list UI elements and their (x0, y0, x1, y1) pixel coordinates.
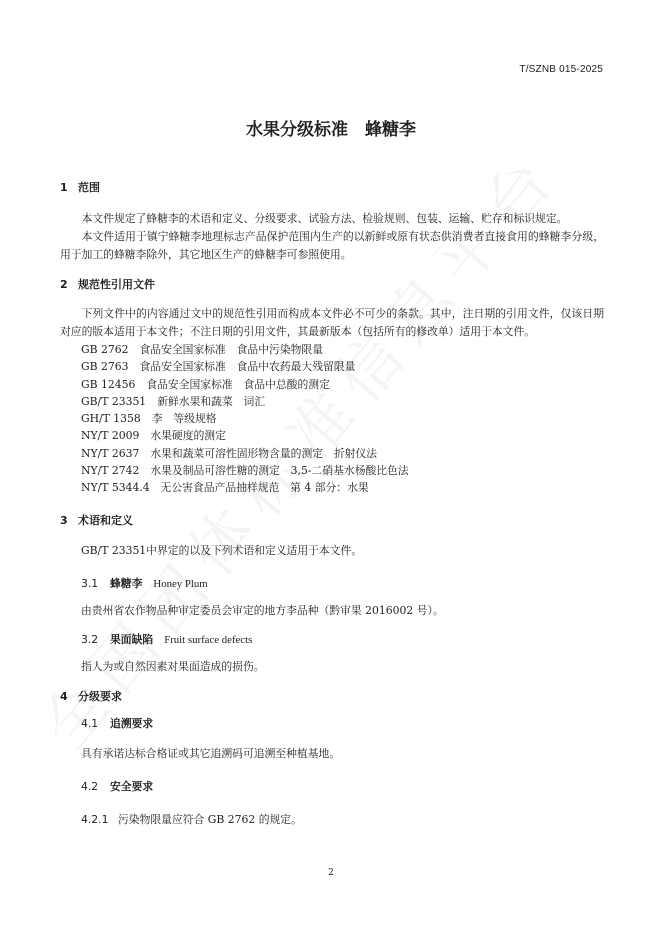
clause-text: 污染物限量应符合 GB 2762 的规定。 (118, 813, 302, 826)
subsection-title: 安全要求 (110, 780, 154, 793)
reference-title: 李 等级规格 (151, 412, 217, 426)
reference-code: NY/T 2637 (81, 446, 140, 460)
reference-title: 食品安全国家标准 食品中总酸的测定 (146, 377, 330, 391)
reference-code: NY/T 2009 (81, 429, 140, 443)
section-1-paragraph-2: 本文件适用于镇宁蜂糖李地理标志产品保护范围内生产的以新鲜或原有状态供消费者直接食用的蜂糖李分级，用于加工的蜂糖李除外，其它地区生产的蜂糖李可参照使用。 (60, 230, 604, 261)
section-number: 2 (60, 278, 68, 291)
section-number: 4 (60, 690, 68, 703)
reference-item (81, 341, 604, 358)
page-title: 水果分级标准 蜂糖李 (246, 120, 416, 140)
subsection-4-1-text: 具有承诺达标合格证或其它追溯码可追溯至种植基地。 (81, 747, 341, 760)
reference-item (81, 358, 604, 375)
reference-code: NY/T 2742 (81, 464, 140, 478)
clause-4-2-1 (81, 811, 604, 829)
reference-title: 水果及制品可溶性糖的测定 3,5-二硝基水杨酸比色法 (150, 464, 409, 478)
section-title: 规范性引用文件 (78, 278, 155, 291)
section-1-paragraph-1: 本文件规定了蜂糖李的术语和定义、分级要求、试验方法、检验规则、包装、运输、贮存和标识规定。 (81, 212, 568, 225)
reference-code: GB/T 23351 (81, 394, 147, 408)
reference-title: 新鲜水果和蔬菜 词汇 (157, 394, 266, 408)
term-3-1-definition: 由贵州省农作物品种审定委员会审定的地方李品种（黔审果 2016002 号）。 (81, 604, 444, 617)
reference-item (81, 410, 604, 427)
section-3-heading (60, 512, 133, 530)
subsection-4-2-heading (81, 778, 153, 796)
reference-title: 食品安全国家标准 食品中污染物限量 (139, 343, 324, 356)
section-4-heading (60, 688, 122, 706)
section-2-heading (60, 276, 155, 294)
term-english: Fruit surface defects (164, 634, 253, 646)
section-number: 1 (60, 181, 68, 194)
reference-code: GH/T 1358 (81, 412, 141, 426)
reference-item (81, 376, 604, 393)
section-2-intro: 下列文件中的内容通过文中的规范性引用而构成本文件必不可少的条款。其中，注日期的引用文件，仅该日期对应的版本适用于本文件；不注日期的引用文件，其最新版本（包括所有的修改单）适用于本文件。 (60, 307, 604, 338)
term-chinese: 蜂糖李 (110, 577, 143, 590)
reference-code: GB 2762 (81, 343, 129, 356)
reference-item (81, 445, 604, 462)
term-3-1-heading (81, 575, 208, 593)
reference-code: NY/T 5344.4 (81, 481, 150, 495)
section-title: 分级要求 (78, 690, 122, 703)
document-number: T/SZNB 015-2025 (519, 64, 603, 75)
section-title: 范围 (78, 181, 100, 194)
section-1-heading (60, 179, 100, 197)
section-3-intro: GB/T 23351中界定的以及下列术语和定义适用于本文件。 (81, 544, 363, 557)
reference-code: GB 2763 (81, 360, 129, 374)
reference-title: 食品安全国家标准 食品中农药最大残留限量 (139, 360, 356, 374)
reference-item (81, 393, 604, 410)
reference-item (81, 479, 604, 496)
reference-title: 水果和蔬菜可溶性固形物含量的测定 折射仪法 (150, 446, 378, 460)
reference-item (81, 462, 604, 479)
reference-code: GB 12456 (81, 377, 136, 391)
term-number: 3.2 (81, 633, 99, 646)
term-3-2-heading (81, 631, 252, 649)
page-number: 2 (328, 868, 334, 878)
subsection-title: 追溯要求 (110, 717, 154, 730)
term-english: Honey Plum (153, 578, 208, 590)
section-title: 术语和定义 (78, 514, 133, 527)
clause-number: 4.2.1 (81, 813, 109, 826)
reference-list (81, 341, 604, 497)
reference-title: 无公害食品产品抽样规范 第 4 部分：水果 (160, 481, 369, 495)
section-number: 3 (60, 514, 68, 527)
reference-title: 水果硬度的测定 (150, 429, 226, 443)
reference-item (81, 427, 604, 444)
subsection-4-1-heading (81, 715, 153, 733)
subsection-number: 4.1 (81, 717, 99, 730)
subsection-number: 4.2 (81, 780, 99, 793)
term-3-2-definition: 指人为或自然因素对果面造成的损伤。 (81, 660, 265, 673)
term-number: 3.1 (81, 577, 99, 590)
term-chinese: 果面缺陷 (110, 633, 154, 646)
